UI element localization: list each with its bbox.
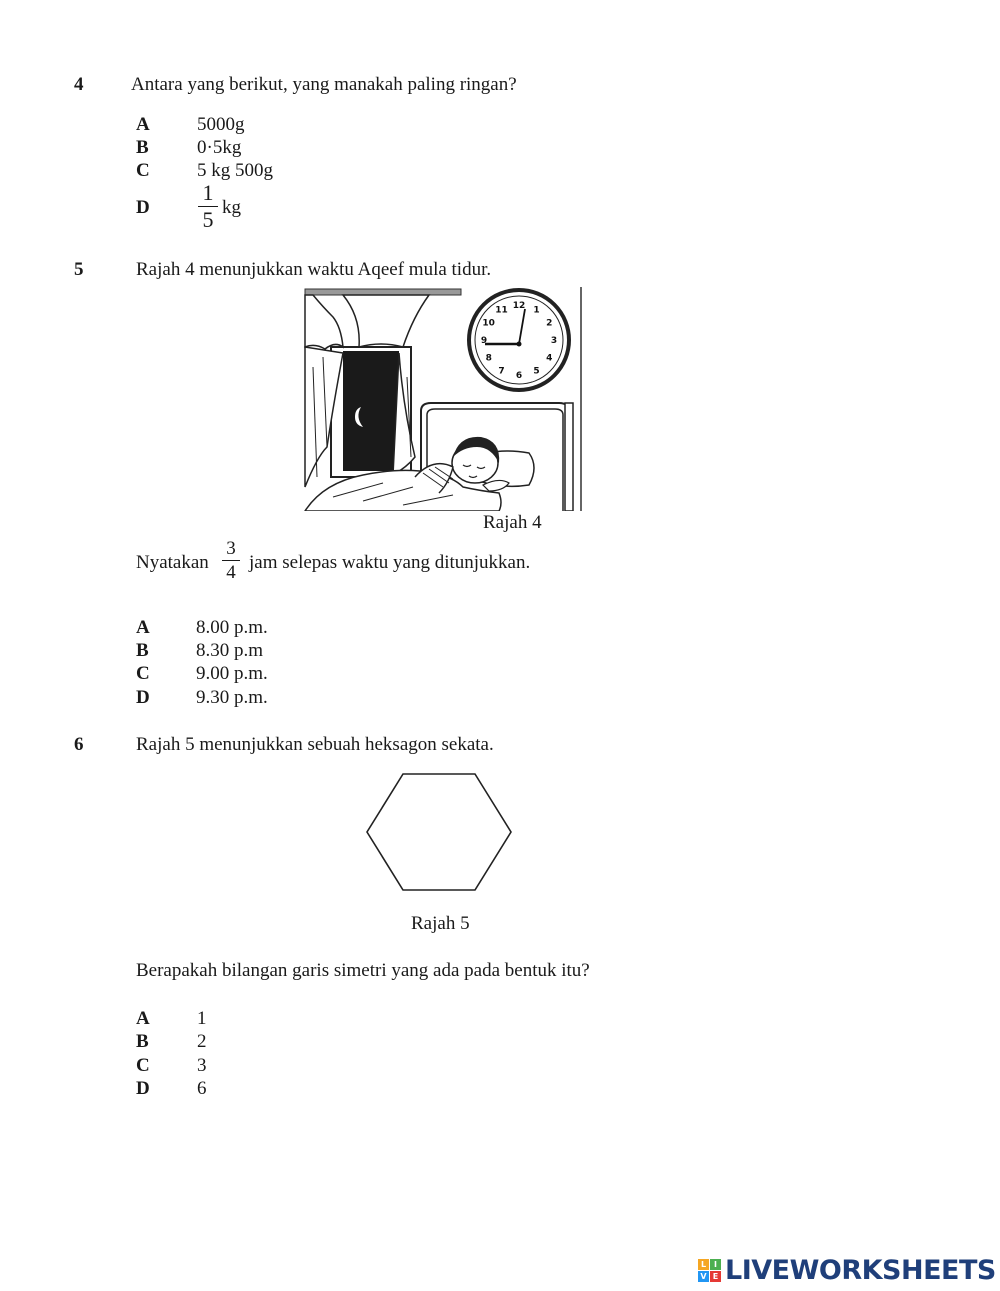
brand-logo-icon	[698, 1259, 721, 1282]
clock-numeral: 2	[546, 318, 553, 329]
q4-option-b-letter: B	[136, 137, 149, 158]
q5-option-b-letter: B	[136, 640, 149, 661]
question-6-number: 6	[74, 734, 84, 755]
q4-option-d-unit: kg	[222, 197, 241, 218]
q6-option-a-letter: A	[136, 1008, 150, 1029]
q6-option-d-letter: D	[136, 1078, 150, 1099]
q4-option-d-letter: D	[136, 197, 150, 218]
q6-prompt: Berapakah bilangan garis simetri yang ada pada bentuk itu?	[136, 960, 590, 981]
q5-option-c-letter: C	[136, 663, 150, 684]
q5-option-b-text[interactable]: 8.30 p.m	[196, 640, 264, 661]
q4-option-b-text[interactable]: 0·5kg	[197, 137, 242, 158]
brand-name: LIVEWORKSHEETS	[725, 1254, 996, 1286]
q6-option-b-text[interactable]: 2	[197, 1031, 207, 1052]
q4-option-a-letter: A	[136, 114, 150, 135]
clock-numeral: 1	[533, 305, 540, 316]
logo-tile-v: V	[698, 1271, 709, 1282]
q4-option-c-text[interactable]: 5 kg 500g	[197, 160, 273, 181]
fraction-bar	[222, 560, 240, 561]
clock-numeral: 6	[515, 371, 523, 381]
q5-prompt-numerator: 3	[226, 538, 236, 559]
q5-option-c-text[interactable]: 9.00 p.m.	[196, 663, 268, 684]
clock-numeral: 11	[495, 305, 508, 316]
question-4-text: Antara yang berikut, yang manakah paling ringan?	[131, 74, 517, 95]
logo-tile-e: E	[710, 1271, 721, 1282]
q4-option-c-letter: C	[136, 160, 150, 181]
question-5-text: Rajah 4 menunjukkan waktu Aqeef mula tidur.	[136, 259, 492, 280]
q4-option-d-denominator: 5	[202, 207, 214, 232]
q5-prompt-before: Nyatakan	[136, 552, 209, 573]
hexagon-figure	[365, 772, 513, 892]
rajah-4-caption: Rajah 4	[483, 512, 542, 533]
q6-option-a-text[interactable]: 1	[197, 1008, 207, 1029]
clock-numeral: 12	[512, 301, 526, 311]
q4-option-d-fraction[interactable]	[198, 182, 218, 231]
q4-option-d-numerator: 1	[202, 180, 214, 205]
clock-numeral: 4	[546, 353, 553, 364]
question-6-text: Rajah 5 menunjukkan sebuah heksagon sekata.	[136, 734, 494, 755]
q6-option-d-text[interactable]: 6	[197, 1078, 207, 1099]
clock-numeral: 7	[498, 366, 505, 377]
bedroom-illustration	[303, 287, 583, 511]
clock-numeral: 10	[482, 318, 495, 329]
q5-prompt-denominator: 4	[226, 562, 236, 583]
logo-tile-l: L	[698, 1259, 709, 1270]
q5-option-a-text[interactable]: 8.00 p.m.	[196, 617, 268, 638]
liveworksheets-logo[interactable]	[698, 1254, 996, 1286]
q5-prompt-after: jam selepas waktu yang ditunjukkan.	[249, 552, 531, 573]
q5-option-d-letter: D	[136, 687, 150, 708]
q6-option-c-letter: C	[136, 1055, 150, 1076]
q4-option-a-text[interactable]: 5000g	[197, 114, 245, 135]
question-5-number: 5	[74, 259, 84, 280]
clock-numeral: 5	[533, 366, 540, 377]
q5-option-d-text[interactable]: 9.30 p.m.	[196, 687, 268, 708]
q5-prompt-fraction	[222, 539, 240, 582]
question-4-number: 4	[74, 74, 84, 95]
clock-numeral: 8	[485, 353, 492, 364]
q6-option-c-text[interactable]: 3	[197, 1055, 207, 1076]
clock-numeral: 3	[550, 336, 558, 346]
q6-option-b-letter: B	[136, 1031, 149, 1052]
clock-numeral: 9	[480, 336, 488, 346]
q5-option-a-letter: A	[136, 617, 150, 638]
rajah-5-caption: Rajah 5	[411, 913, 470, 934]
logo-tile-i: I	[710, 1259, 721, 1270]
